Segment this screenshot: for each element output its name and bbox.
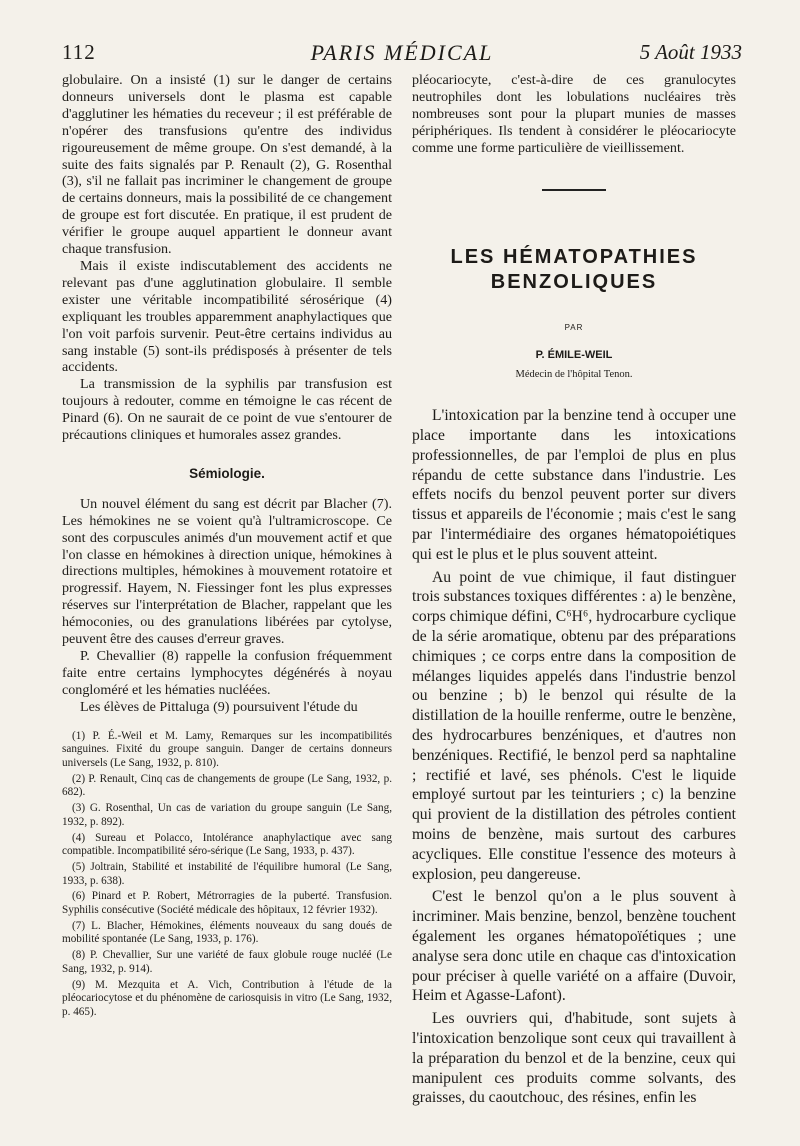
author-name: P. ÉMILE-WEIL bbox=[535, 349, 613, 362]
footnote: (3) G. Rosenthal, Un cas de variation du groupe sanguin (Le Sang, 1932, p. 892). bbox=[62, 802, 392, 828]
author-affiliation: Médecin de l'hôpital Tenon. bbox=[515, 369, 633, 381]
footnote: (4) Sureau et Polacco, Intolérance anaphylactique avec sang compatible. Incompatibilité séro-sérique (Le Sang, 1933, p. 437). bbox=[62, 831, 392, 858]
article-title-line: LES HÉMATOPATHIES bbox=[450, 245, 698, 268]
issue-date: 5 Août 1933 bbox=[639, 40, 742, 64]
footnote: (1) P. É.-Weil et M. Lamy, Remarques sur les incompatibilités sanguines. Fixité du groupe sanguin. Danger de certains donneurs universels (Le Sang, 1932, p. 810). bbox=[62, 729, 392, 770]
paragraph: pléocariocyte, c'est-à-dire de ces granulocytes neutrophiles dont les lobulations nucléaires très nombreuses sont pour la plupart munies de masses périphériques. Ils tendent à considérer le pléocariocyte comme une forme particulière de vieillissement. bbox=[412, 72, 736, 156]
footnote: (6) Pinard et P. Robert, Métrorragies de la puberté. Transfusion. Syphilis consécutive (Société médicale des hôpitaux, 12 février 1932). bbox=[62, 890, 392, 917]
byline-par: PAR bbox=[564, 322, 584, 332]
separator-rule bbox=[542, 189, 606, 191]
article-title bbox=[412, 245, 736, 295]
paragraph: Les élèves de Pittaluga (9) poursuivent l'étude du bbox=[80, 698, 358, 715]
paragraph: Un nouvel élément du sang est décrit par Blacher (7). Les hémokines ne se voient qu'à l'ultramicroscope. Ce sont des corpuscules animés d'un mouvement actif et que l'on classe en hémokines à direction unique, hémokines à directions multiples, hémokines à mouvement rotatoire et progressif. Hayem, N. Fiessinger font les plus expresses réserves sur l'interprétation de Blacher, rappelant que les hémoconies, ou des granulations libérées par cytolyse, peuvent être des causes d'erreur graves. bbox=[62, 495, 392, 648]
footnote: (5) Joltrain, Stabilité et instabilité de l'équilibre humoral (Le Sang, 1933, p. 638). bbox=[62, 860, 392, 887]
paragraph: Mais il existe indiscutablement des accidents ne relevant pas d'une agglutination globulaire. Il semble exister une véritable incompatibilité sérosérique (4) expliquant les troubles apparemment anaphylactiques que l'on voit parfois survenir. Peut-être certains individus au sang instable (5) sont-ils prédisposés à présenter de tels accidents. bbox=[62, 257, 392, 376]
paragraph: Les ouvriers qui, d'habitude, sont sujets à l'intoxication benzolique sont ceux qui travaillent à la préparation du benzol et de la benzine, ceux qui manipulent ces produits comme solvants, des graisses, du caoutchouc, des résines, enfin les bbox=[412, 1010, 736, 1107]
footnote: (8) P. Chevallier, Sur une variété de faux globule rouge nucléé (Le Sang, 1932, p. 914). bbox=[62, 949, 392, 975]
footnote: (2) P. Renault, Cinq cas de changements de groupe (Le Sang, 1932, p. 682). bbox=[62, 772, 392, 799]
article-body bbox=[412, 406, 736, 1108]
journal-title: PARIS MÉDICAL bbox=[310, 40, 494, 65]
page-number: 112 bbox=[62, 40, 96, 64]
paragraph: C'est le benzol qu'on a le plus souvent à incriminer. Mais benzine, benzol, benzène touchent également les organes hématopoïétiques ; une analyse sera donc utile en chaque cas d'intoxication pour préciser à quelle variété on a affaire (Duvoir, Heim et Agasse-Lafont). bbox=[412, 888, 736, 1005]
paragraph: globulaire. On a insisté (1) sur le danger de certains donneurs universels dont le plasma est capable d'agglutiner les hématies du receveur ; il est préférable de n'opérer des transfusions qu'entre des individus rigoureusement de même groupe. On s'est demandé, à la suite des faits signalés par P. Renault (2), G. Rosenthal (3), s'il ne fallait pas incriminer le changement de groupe de certains donneurs, mais la possibilité de ce changement de groupe est fort discutée. En pratique, il est prudent de vérifier le groupe auquel appartient le donneur avant chaque transfusion. bbox=[62, 72, 392, 258]
footnotes bbox=[62, 730, 392, 1020]
paragraph: Au point de vue chimique, il faut distinguer trois substances toxiques différentes : a) le benzène, corps chimique défini, C⁶H⁶, hydrocarbure cyclique de la série aromatique, obtenu par des préparations chimiques ; ce corps entre dans la composition de mélanges liquides appelés dans l'industrie benzol ou benzine ; b) le benzol qui résulte de la distillation de la houille renferme, outre le benzène, des hydrocarbures benzéniques, et d'autres non benzéniques. Rectifié, le benzol perd sa naphtaline ; rectifié et lavé, ses phénols. C'est le liquide employé surtout par les teinturiers ; c) la benzine qui provient de la distillation des pétroles contient moins de benzène, mais surtout des carbures acycliques. Elle constitue l'essence des moteurs à explosion, peu dangereuse. bbox=[412, 568, 736, 883]
article-title-line: BENZOLIQUES bbox=[490, 270, 658, 293]
page-header bbox=[62, 40, 742, 66]
right-column bbox=[412, 72, 736, 1111]
footnote: (9) M. Mezquita et A. Vich, Contribution à l'étude de la pléocariocytose et du phénomène de cariosquisis in vitro (Le Sang, 1932, p. 465). bbox=[62, 978, 392, 1018]
paragraph: L'intoxication par la benzine tend à occuper une place importante dans les intoxications professionnelles, de par l'emploi de plus en plus répandu de cette substance dans l'industrie. Les effets nocifs du benzol peuvent porter sur divers tissus et appareils de l'économie ; mais c'est le sang par l'intermédiaire des organes hématopoiétiques qui est le plus et le plus souvent atteint. bbox=[412, 407, 736, 563]
left-column bbox=[62, 72, 392, 1022]
paragraph: P. Chevallier (8) rappelle la confusion fréquemment faite entre certains lymphocytes dégénérés à noyau congloméré et les hématies nucléées. bbox=[62, 648, 392, 698]
footnote: (7) L. Blacher, Hémokines, éléments nouveaux du sang doués de mobilité spontanée (Le Sang, 1933, p. 176). bbox=[62, 919, 392, 946]
paragraph: La transmission de la syphilis par transfusion est toujours à redouter, comme en témoigne le cas récent de Pinard (6). On ne saurait de ce point de vue s'entourer de précautions cliniques et humorales assez grandes. bbox=[62, 376, 392, 444]
section-heading: Sémiologie. bbox=[189, 465, 265, 481]
